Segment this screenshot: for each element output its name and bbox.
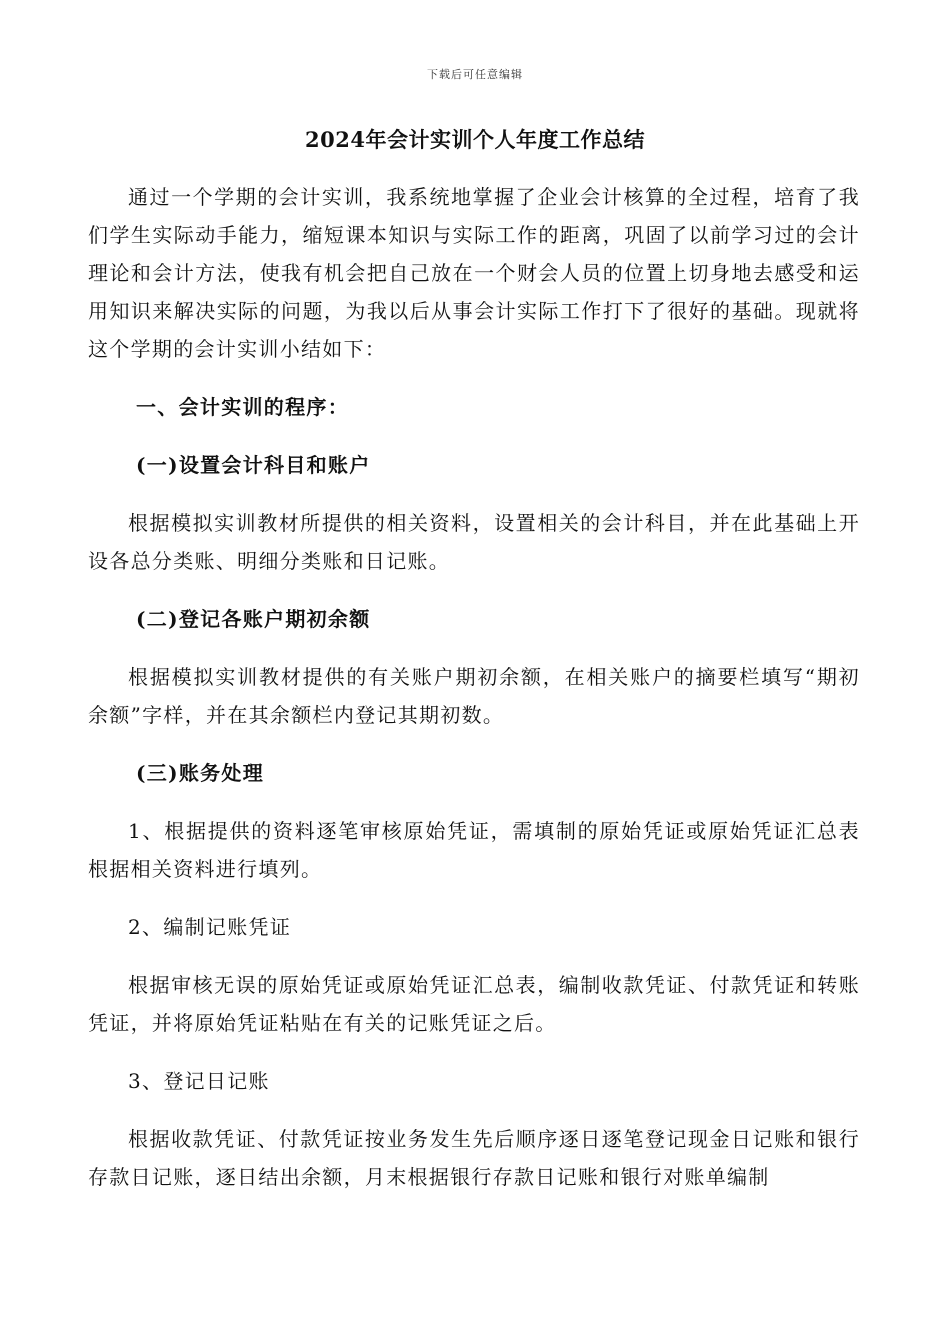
header-note: 下载后可任意编辑 <box>427 68 523 81</box>
paragraph-opening-balance: 根据模拟实训教材提供的有关账户期初余额，在相关账户的摘要栏填写“期初余额”字样，并在其余额栏内登记其期初数。 <box>88 665 860 727</box>
label-step2: 2、编制记账凭证 <box>128 915 292 939</box>
paragraph-step2: 根据审核无误的原始凭证或原始凭证汇总表，编制收款凭证、付款凭证和转账凭证，并将原始凭证粘贴在有关的记账凭证之后。 <box>88 973 860 1035</box>
paragraph-step1: 1、根据提供的资料逐笔审核原始凭证，需填制的原始凭证或原始凭证汇总表根据相关资料进行填列。 <box>88 819 860 881</box>
subheading-opening-balance: (二)登记各账户期初余额 <box>136 607 371 631</box>
paragraph-step3: 根据收款凭证、付款凭证按业务发生先后顺序逐日逐笔登记现金日记账和银行存款日记账，逐日结出余额，月末根据银行存款日记账和银行对账单编制 <box>88 1127 860 1189</box>
paragraph-accounts: 根据模拟实训教材所提供的相关资料，设置相关的会计科目，并在此基础上开设各总分类账、明细分类账和日记账。 <box>88 511 860 573</box>
intro-paragraph: 通过一个学期的会计实训，我系统地掌握了企业会计核算的全过程，培育了我们学生实际动手能力，缩短课本知识与实际工作的距离，巩固了以前学习过的会计理论和会计方法，使我有机会把自己放在一个财会人员的位置上切身地去感受和运用知识来解决实际的问题，为我以后从事会计实际工作打下了很好的基础。现就将这个学期的会计实训小结如下： <box>88 185 860 361</box>
subheading-accounts: (一)设置会计科目和账户 <box>136 453 371 477</box>
label-step3: 3、登记日记账 <box>128 1069 270 1093</box>
subheading-processing: (三)账务处理 <box>136 761 265 785</box>
document-title: 2024年会计实训个人年度工作总结 <box>305 127 645 152</box>
section-heading-procedure: 一、会计实训的程序： <box>136 395 349 419</box>
document-body <box>88 178 860 1196</box>
